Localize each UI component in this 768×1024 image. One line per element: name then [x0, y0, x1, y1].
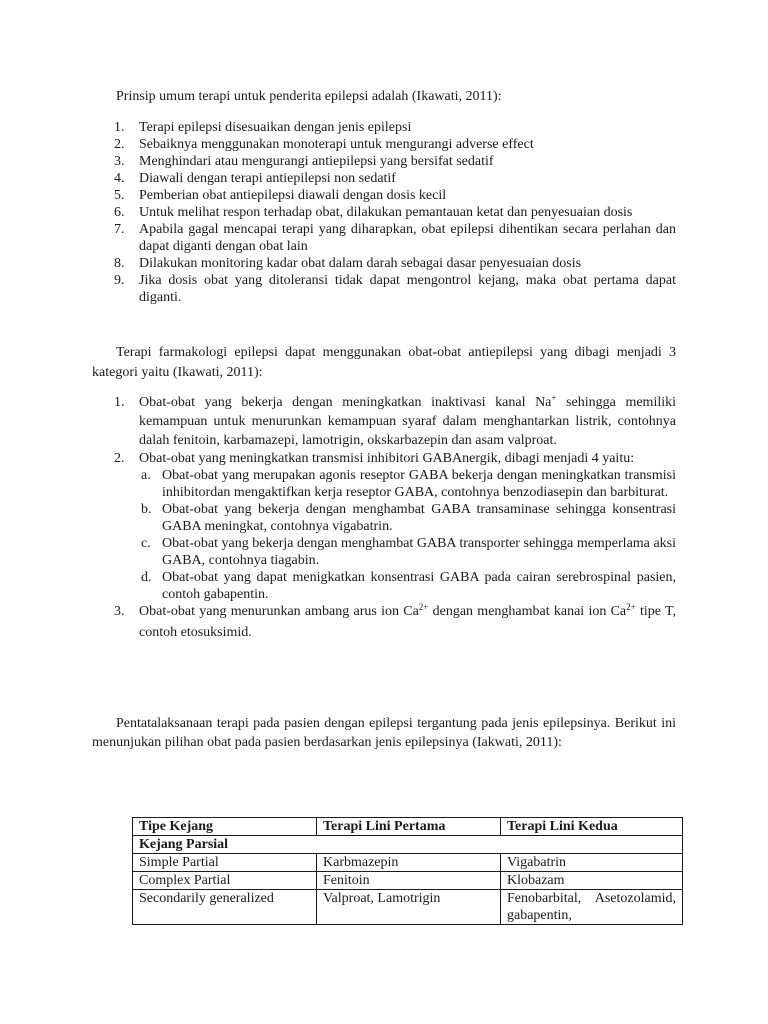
- superscript: +: [551, 393, 557, 403]
- principle-text: Terapi epilepsi disesuaikan dengan jenis epilepsi: [139, 120, 412, 135]
- category-text: Obat-obat yang bekerja dengan meningkatkan inaktivasi kanal Na: [139, 395, 552, 410]
- category-item-1: [92, 393, 676, 450]
- principle-item: [92, 136, 676, 153]
- subitem-text: Obat-obat yang bekerja dengan menghambat GABA transaminase sehingga konsentrasi GABA meningkat, contohnya vigabatrin.: [162, 502, 676, 534]
- table-row: [133, 872, 683, 890]
- list-number: 3.: [114, 604, 125, 619]
- superscript: 2+: [626, 602, 636, 612]
- gaba-subitem: [139, 467, 676, 501]
- list-letter: b.: [141, 502, 152, 517]
- list-letter: d.: [141, 570, 152, 585]
- table-cell: Complex Partial: [133, 872, 317, 890]
- list-number: 1.: [114, 395, 125, 410]
- table-header-cell: Terapi Lini Pertama: [317, 818, 501, 836]
- list-letter: a.: [141, 468, 151, 483]
- table-cell: Klobazam: [501, 872, 683, 890]
- gaba-subitem: [139, 569, 676, 603]
- list-number: 2.: [114, 451, 125, 466]
- list-number: 9.: [114, 273, 125, 288]
- principle-item: [92, 153, 676, 170]
- category-text: Obat-obat yang menurunkan ambang arus ion Ca: [139, 604, 419, 619]
- principle-item: [92, 255, 676, 272]
- categories-list: [92, 393, 676, 643]
- category-text: sehingga memiliki kemampuan untuk menurunkan kemampuan syaraf dalam menghantarkan listrik, contohnya dalah fenitoin, karbamazepi, lamotrigin, okskarbazepin dan asam valproat.: [139, 395, 676, 448]
- table-cell: Secondarily generalized: [133, 890, 317, 925]
- table-row: [133, 890, 683, 925]
- list-number: 8.: [114, 256, 125, 271]
- principle-item: [92, 170, 676, 187]
- principle-item: [92, 204, 676, 221]
- principle-text: Pemberian obat antiepilepsi diawali dengan dosis kecil: [139, 188, 447, 203]
- epilepsy-drug-table: [132, 817, 683, 925]
- table-section-row: [133, 836, 683, 854]
- principle-text: Diawali dengan terapi antiepilepsi non sedatif: [139, 171, 396, 186]
- list-number: 4.: [114, 171, 125, 186]
- gaba-subitem: [139, 535, 676, 569]
- table-header-cell: Terapi Lini Kedua: [501, 818, 683, 836]
- table-header-cell: Tipe Kejang: [133, 818, 317, 836]
- list-number: 1.: [114, 120, 125, 135]
- principle-text: Jika dosis obat yang ditoleransi tidak dapat mengontrol kejang, maka obat pertama dapat diganti.: [139, 273, 676, 305]
- principle-item: [92, 272, 676, 306]
- category-item-3: [92, 601, 676, 643]
- category-text: tipe T, contoh etosuksimid.: [139, 604, 676, 640]
- table-cell: Simple Partial: [133, 854, 317, 872]
- intro-paragraph-2: Terapi farmakologi epilepsi dapat menggunakan obat-obat antiepilepsi yang dibagi menjadi 3 kategori yaitu (Ikawati, 2011):: [92, 345, 676, 380]
- subitem-text: Obat-obat yang dapat menigkatkan konsentrasi GABA pada cairan serebrospinal pasien, contoh gabapentin.: [162, 570, 676, 602]
- principle-text: Apabila gagal mencapai terapi yang diharapkan, obat epilepsi dihentikan secara perlahan dan dapat diganti dengan obat lain: [139, 222, 676, 254]
- principle-text: Untuk melihat respon terhadap obat, dilakukan pemantauan ketat dan penyesuaian dosis: [139, 205, 633, 220]
- category-text: dengan menghambat kanai ion Ca: [428, 604, 627, 619]
- table-cell: Vigabatrin: [501, 854, 683, 872]
- principles-list: [92, 119, 676, 306]
- table-cell: Karbmazepin: [317, 854, 501, 872]
- table-row: [133, 854, 683, 872]
- table-cell: Valproat, Lamotrigin: [317, 890, 501, 925]
- table-section-label: Kejang Parsial: [133, 836, 683, 854]
- principle-text: Sebaiknya menggunakan monoterapi untuk mengurangi adverse effect: [139, 137, 534, 152]
- intro-paragraph-1: Prinsip umum terapi untuk penderita epilepsi adalah (Ikawati, 2011):: [116, 89, 502, 104]
- superscript: 2+: [418, 602, 429, 612]
- principle-item: [92, 221, 676, 255]
- list-number: 5.: [114, 188, 125, 203]
- table-header-row: [133, 818, 683, 836]
- list-number: 2.: [114, 137, 125, 152]
- subitem-text: Obat-obat yang merupakan agonis reseptor GABA bekerja dengan meningkatkan transmisi inhibitordan mengaktifkan kerja reseptor GABA, contohnya benzodiasepin dan barbiturat.: [162, 468, 676, 500]
- gaba-subitem: [139, 501, 676, 535]
- table-cell: Fenitoin: [317, 872, 501, 890]
- list-letter: c.: [141, 536, 151, 551]
- principle-item: [92, 119, 676, 136]
- principle-text: Dilakukan monitoring kadar obat dalam darah sebagai dasar penyesuaian dosis: [139, 256, 582, 271]
- list-number: 6.: [114, 205, 125, 220]
- table-cell: Fenobarbital, Asetozolamid, gabapentin,: [501, 890, 683, 925]
- category-item-2: [92, 450, 676, 603]
- list-number: 3.: [114, 154, 125, 169]
- principle-text: Menghindari atau mengurangi antiepilepsi yang bersifat sedatif: [139, 154, 494, 169]
- category-text: Obat-obat yang meningkatkan transmisi inhibitori GABAnergik, dibagi menjadi 4 yaitu:: [139, 451, 635, 466]
- subitem-text: Obat-obat yang bekerja dengan menghambat GABA transporter sehingga memperlama aksi GABA, contohnya tiagabin.: [162, 536, 676, 568]
- list-number: 7.: [114, 222, 125, 237]
- intro-paragraph-3: Pentatalaksanaan terapi pada pasien dengan epilepsi tergantung pada jenis epilepsinya. Berikut ini menunjukan pilihan obat pada pasien berdasarkan jenis epilepsinya (Iakwati, 2011):: [92, 716, 676, 750]
- gaba-sublist: [139, 467, 676, 603]
- principle-item: [92, 187, 676, 204]
